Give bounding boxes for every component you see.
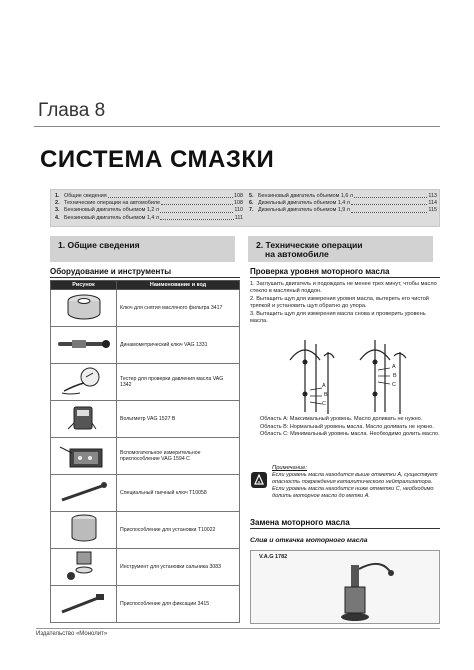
dipstick-label-b: B: [324, 392, 328, 398]
toc-page: 111: [234, 214, 243, 221]
dipstick-label-a-right: A: [392, 364, 396, 370]
toc-num: 2.: [55, 200, 60, 207]
table-of-contents: [50, 189, 440, 227]
toc-num: 1.: [55, 193, 60, 199]
seal-install-tool-icon: [51, 549, 117, 586]
toc-num: 6.: [249, 200, 254, 207]
toc-page: 115: [428, 207, 437, 214]
equipment-heading: Оборудование и инструменты: [50, 267, 240, 278]
dipstick-figure: [250, 330, 440, 415]
oil-step: 3. Вытащить щуп для измерения масла снова и проверить уровень масла.: [250, 311, 426, 324]
tool-desc: Специальный гаечный ключ Т10058: [117, 475, 240, 512]
toc-num: 7.: [249, 207, 254, 214]
page-title: СИСТЕМА СМАЗКИ: [40, 146, 275, 173]
tool-desc: Тестер для проверки давления масла VAG 1342: [117, 364, 240, 401]
tool-desc: Инструмент для установки сальника 3083: [117, 549, 240, 586]
caption-c: Область С: Минимальный уровень масла. Необходимо долить масло.: [260, 431, 440, 437]
toc-left-column: [55, 193, 243, 222]
toc-num: 5.: [249, 193, 254, 199]
oil-drain-photo: [250, 550, 440, 624]
toc-text: Общие сведения: [64, 193, 107, 199]
toc-text: Бензиновый двигатель объемом 1,2 л: [64, 207, 159, 214]
table-row: [51, 327, 240, 364]
install-tool-t10022-icon: [51, 512, 117, 549]
table-row: [51, 549, 240, 586]
table-row: [51, 290, 240, 327]
section-2-heading: [248, 236, 433, 262]
fixing-tool-icon: [51, 586, 117, 623]
toc-entry[interactable]: [249, 207, 437, 214]
oil-filter-wrench-icon: [51, 290, 117, 327]
oil-check-steps: [250, 281, 440, 326]
oil-check-heading: Проверка уровня моторного масла: [250, 267, 440, 278]
section-1-title: 1. Общие сведения: [58, 240, 140, 250]
col-header-picture: Рисунок: [51, 281, 117, 290]
oil-change-heading: Замена моторного масла: [250, 518, 440, 529]
section-1-heading: [50, 236, 235, 262]
tool-desc: Вольтметр VAG 1527 В: [117, 401, 240, 438]
section-2-title-line1: 2. Технические операции: [256, 240, 363, 250]
toc-page: 113: [428, 193, 437, 199]
photo-label: V.A.G 1782: [259, 554, 288, 560]
note-text: Если уровень масла находится выше отметки А, существует опасность повреждения каталитического нейтрализатора. Если уровень масла находится ниже отметки С, необходимо долить моторное масло до метки А.: [272, 472, 438, 499]
tool-desc: Приспособление для фиксации 3415: [117, 586, 240, 623]
voltmeter-icon: [51, 401, 117, 438]
table-row: [51, 475, 240, 512]
dipstick-label-c: C: [322, 401, 326, 407]
table-row: [51, 512, 240, 549]
col-header-name: Наименование и код: [117, 281, 240, 290]
toc-num: 3.: [55, 207, 60, 214]
toc-text: Дизельный двигатель объемом 1,4 л: [258, 200, 350, 207]
oil-step: 1. Заглушить двигатель и подождать не менее трех минут, чтобы масло стекло в масляный поддон.: [250, 281, 437, 294]
caption-b: Область В: Нормальный уровень масла. Масло доливать не нужно.: [260, 423, 434, 430]
toc-num: 4.: [55, 214, 60, 221]
tools-table: [50, 280, 240, 623]
toc-page: 110: [234, 207, 243, 214]
special-wrench-icon: [51, 475, 117, 512]
toc-text: Бензиновый двигатель объемом 1,6 л: [258, 193, 353, 199]
note-box: [250, 465, 440, 513]
chapter-divider: [34, 126, 440, 127]
tool-desc: Динамометрический ключ VAG 1331: [117, 327, 240, 364]
toc-right-column: [249, 193, 437, 215]
tool-desc: Вспомогательное измерительное приспособление VAG 1594 С: [117, 438, 240, 475]
warning-icon: [250, 471, 268, 489]
table-row: [51, 364, 240, 401]
toc-page: 108: [234, 193, 243, 199]
tool-desc: Ключ для снятия масляного фильтра 3417: [117, 290, 240, 327]
tool-desc: Приспособление для установки Т10022: [117, 512, 240, 549]
toc-page: 108: [234, 200, 243, 207]
toc-entry[interactable]: [55, 207, 243, 214]
toc-text: Технические операции на автомобиле: [64, 200, 161, 207]
footer-divider: [36, 628, 440, 629]
section-2-title-line2: на автомобиле: [265, 249, 329, 259]
oil-step: 2. Вытащить щуп для измерения уровня масла, вытереть его чистой тряпкой и установить щуп обратно до упора.: [250, 296, 429, 309]
toc-entry[interactable]: [55, 193, 243, 200]
publisher-footer: Издательство «Монолит»: [36, 631, 108, 637]
dipstick-captions: [250, 416, 440, 439]
drain-heading: Слив и откачка моторного масла: [250, 537, 368, 544]
dipstick-label-c-right: C: [392, 382, 396, 388]
toc-page: 114: [428, 200, 437, 207]
dipstick-label-a: A: [322, 383, 326, 389]
caption-a: Область А: Максимальный уровень. Масло доливать не нужно.: [260, 416, 423, 422]
table-row: [51, 586, 240, 623]
auxiliary-kit-icon: [51, 438, 117, 475]
toc-text: Дизельный двигатель объемом 1,9 л: [258, 207, 350, 214]
oil-pressure-tester-icon: [51, 364, 117, 401]
toc-text: Бензиновый двигатель объемом 1,4 л: [64, 214, 159, 221]
note-title: Примечание:: [272, 465, 307, 471]
dipstick-label-b-right: B: [393, 373, 397, 379]
chapter-label: Глава 8: [38, 100, 106, 121]
toc-entry[interactable]: [55, 215, 243, 222]
torque-wrench-icon: [51, 327, 117, 364]
table-row: [51, 438, 240, 475]
table-row: [51, 401, 240, 438]
